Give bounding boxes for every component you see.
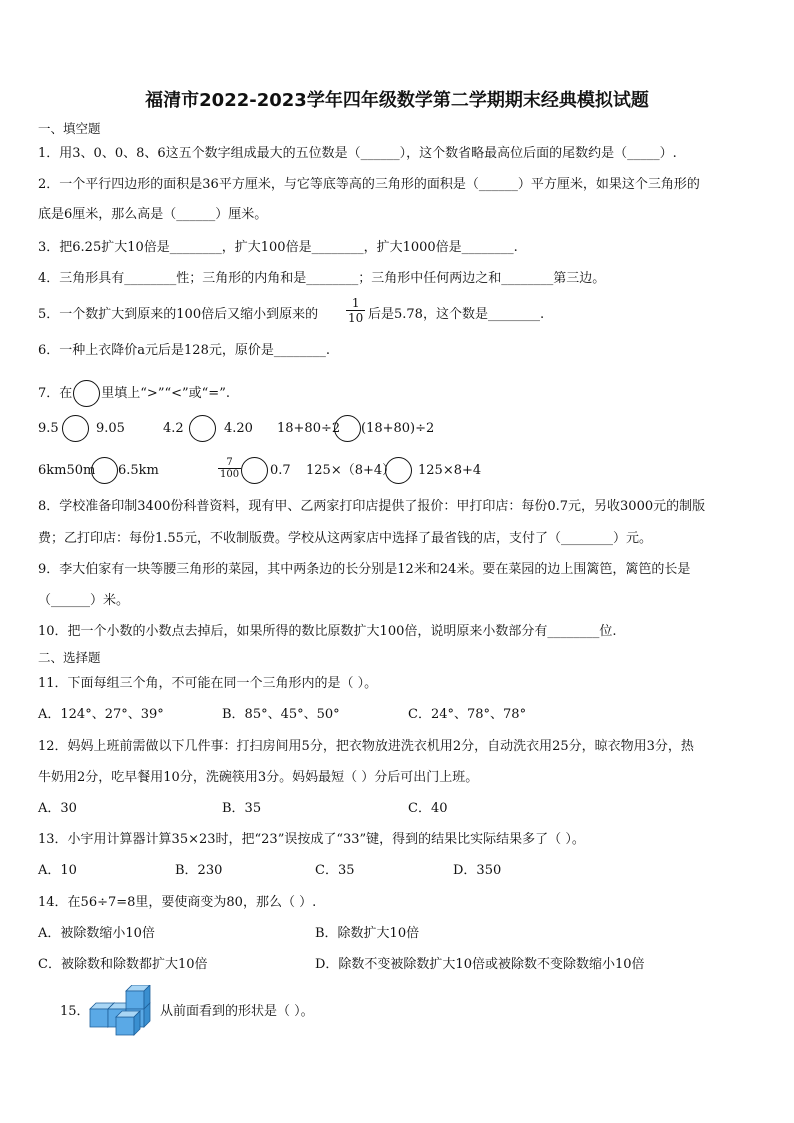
fraction-numerator: 7: [218, 457, 241, 469]
cube-stack-icon: [88, 985, 158, 1037]
question-10: 10．把一个小数的小数点去掉后，如果所得的数比原数扩大100倍，说明原来小数部分有________位.: [38, 624, 617, 639]
question-11: 11．下面每组三个角，不可能在同一个三角形内的是（ ）。: [38, 676, 378, 691]
q11-option-b[interactable]: B．85°、45°、50°: [222, 707, 340, 722]
question-5-part2: 后是5.78，这个数是________.: [368, 307, 545, 322]
question-7-part1: 7．在: [38, 386, 73, 401]
question-12-line2: 牛奶用2分，吃早餐用10分，洗碗筷用3分。妈妈最短（ ）分后可出门上班。: [38, 770, 479, 785]
question-9-line2: （______）米。: [38, 593, 130, 608]
question-15-number: 15．: [60, 1004, 90, 1019]
q14-option-b[interactable]: B．除数扩大10倍: [315, 926, 420, 941]
q7-r2-b-circle[interactable]: [241, 457, 268, 484]
question-5-fraction: [346, 296, 365, 325]
compare-circle-icon: [73, 380, 100, 407]
q14-option-d[interactable]: D．除数不变被除数扩大10倍或被除数不变除数缩小10倍: [315, 957, 645, 972]
question-4: 4．三角形具有________性；三角形的内角和是________；三角形中任何两边之和________第三边。: [38, 271, 606, 286]
q12-option-c[interactable]: C．40: [408, 801, 448, 816]
q7-r1-b-circle[interactable]: [189, 415, 216, 442]
page-title: 福清市2022-2023学年四年级数学第二学期期末经典模拟试题: [145, 90, 649, 111]
q7-r2-a-right: 6.5km: [118, 463, 159, 478]
question-5-part1: 5．一个数扩大到原来的100倍后又缩小到原来的: [38, 307, 319, 322]
q7-r2-b-fraction: [218, 457, 241, 480]
q7-r1-c-circle[interactable]: [334, 415, 361, 442]
q14-option-c[interactable]: C．被除数和除数都扩大10倍: [38, 957, 208, 972]
q7-r1-a-right: 9.05: [96, 421, 125, 436]
question-13: 13．小宇用计算器计算35×23时，把“23”误按成了“33”键，得到的结果比实际结果多了（ ）。: [38, 832, 585, 847]
question-8-line2: 费；乙打印店：每份1.55元，不收制版费。学校从这两家店中选择了最省钱的店，支付了（________）元。: [38, 531, 652, 546]
question-7-part2: 里填上“>”“<”或“=”.: [101, 386, 230, 401]
question-6: 6．一种上衣降价a元后是128元，原价是________.: [38, 343, 330, 358]
q7-r1-c-right: (18+80)÷2: [361, 421, 435, 436]
q11-option-c[interactable]: C．24°、78°、78°: [408, 707, 527, 722]
q12-option-b[interactable]: B．35: [222, 801, 262, 816]
section-choice: 二、选择题: [38, 650, 101, 665]
question-7-intro: [38, 380, 230, 407]
q7-r2-c-left: 125×（8+4）: [306, 463, 396, 478]
q13-option-d[interactable]: D．350: [453, 863, 502, 878]
q13-option-a[interactable]: A．10: [38, 863, 77, 878]
question-15-text: 从前面看到的形状是（ ）。: [160, 1004, 314, 1019]
fraction-denominator: 100: [220, 469, 240, 480]
q7-r1-b-left: 4.2: [163, 421, 184, 436]
fraction-denominator: 10: [348, 311, 364, 325]
question-14: 14．在56÷7=8里，要使商变为80，那么（ ）.: [38, 895, 317, 910]
question-1: 1．用3、0、0、8、6这五个数字组成最大的五位数是（______），这个数省略最高位后面的尾数约是（_____）.: [38, 146, 677, 161]
question-2-line1: 2．一个平行四边形的面积是36平方厘米，与它等底等高的三角形的面积是（______）平方厘米，如果这个三角形的: [38, 177, 700, 192]
q7-r1-a-left: 9.5: [38, 421, 59, 436]
q7-r1-c-left: 18+80÷2: [277, 421, 341, 436]
q7-r1-b-right: 4.20: [224, 421, 253, 436]
q7-r1-a-circle[interactable]: [62, 415, 89, 442]
fraction-numerator: 1: [346, 296, 365, 311]
q7-r2-c-right: 125×8+4: [418, 463, 482, 478]
q13-option-c[interactable]: C．35: [315, 863, 355, 878]
q7-r2-c-circle[interactable]: [385, 457, 412, 484]
question-2-line2: 底是6厘米，那么高是（______）厘米。: [38, 207, 268, 222]
q7-r2-a-circle[interactable]: [91, 457, 118, 484]
question-12-line1: 12．妈妈上班前需做以下几件事：打扫房间用5分，把衣物放进洗衣机用2分，自动洗衣用25分，晾衣物用3分，热: [38, 739, 694, 754]
q12-option-a[interactable]: A．30: [38, 801, 77, 816]
section-fill-blank: 一、填空题: [38, 121, 101, 136]
question-3: 3．把6.25扩大10倍是________，扩大100倍是________，扩大1000倍是________.: [38, 240, 518, 255]
question-9-line1: 9．李大伯家有一块等腰三角形的菜园，其中两条边的长分别是12米和24米。要在菜园的边上围篱笆，篱笆的长是: [38, 562, 691, 577]
q7-r2-b-right: 0.7: [270, 463, 291, 478]
q13-option-b[interactable]: B．230: [175, 863, 223, 878]
q7-r2-a-left: 6km50m: [38, 463, 96, 478]
q14-option-a[interactable]: A．被除数缩小10倍: [38, 926, 155, 941]
q11-option-a[interactable]: A．124°、27°、39°: [38, 707, 164, 722]
question-8-line1: 8．学校准备印制3400份科普资料，现有甲、乙两家打印店提供了报价：甲打印店：每份0.7元，另收3000元的制版: [38, 499, 706, 514]
